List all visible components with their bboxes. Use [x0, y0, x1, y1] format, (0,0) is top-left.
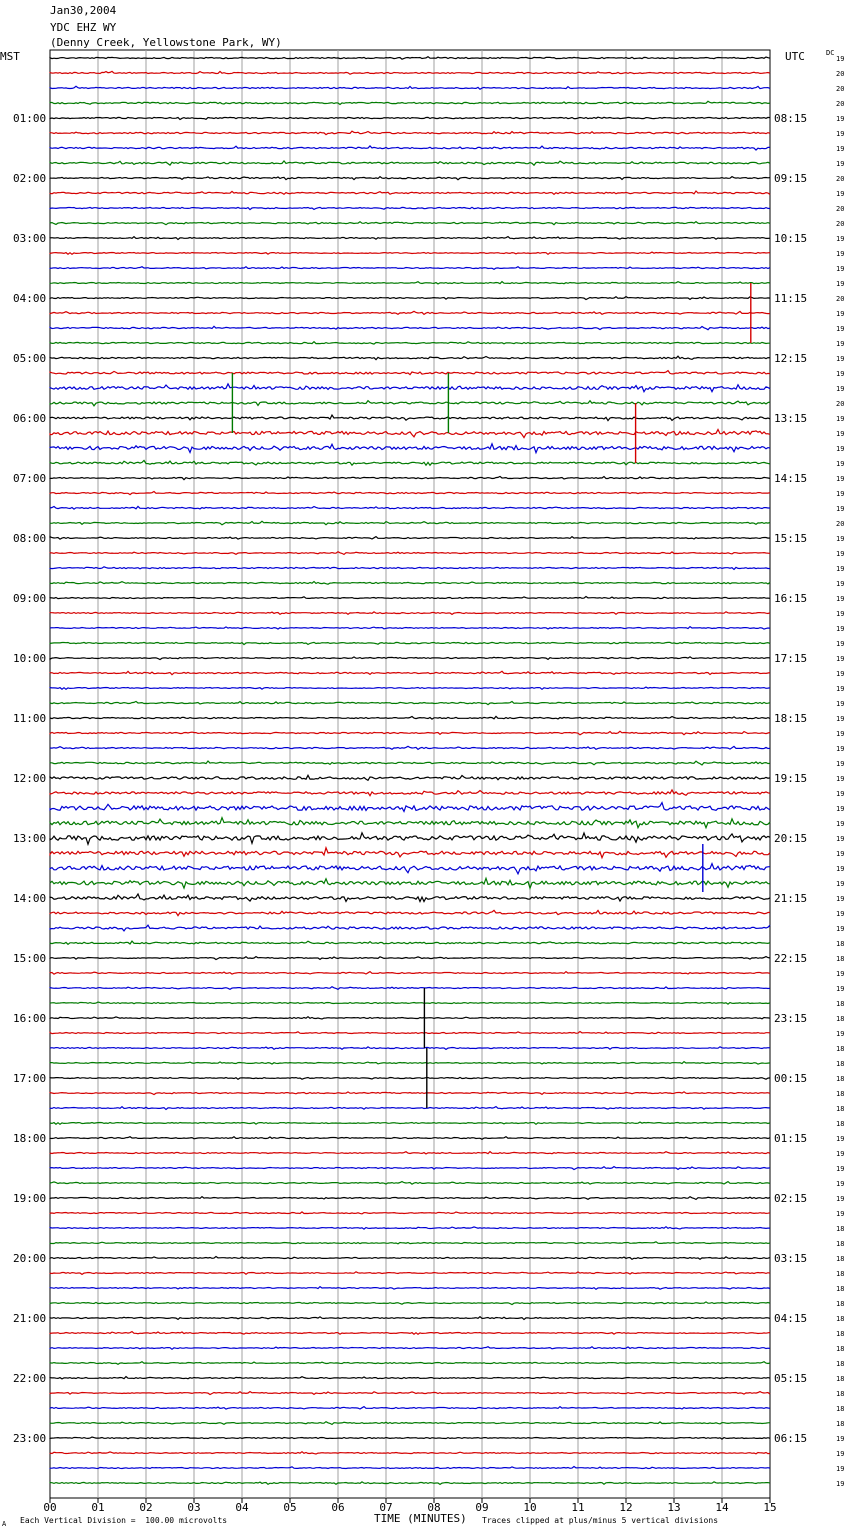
row-offset-label: 19	[836, 160, 845, 168]
trace-row	[50, 161, 770, 165]
trace-row	[50, 1407, 770, 1410]
trace-row	[50, 101, 770, 104]
trace-row	[50, 716, 770, 719]
row-offset-label: 19	[836, 475, 845, 483]
mst-hour-label: 05:00	[13, 352, 47, 365]
row-offset-label: 19	[836, 700, 845, 708]
row-offset-label: 19	[836, 865, 845, 873]
row-offset-label: 19	[836, 445, 845, 453]
utc-hour-label: 08:15	[774, 112, 808, 125]
mst-hour-label: 02:00	[13, 172, 47, 185]
utc-hour-label: 10:15	[774, 232, 808, 245]
row-offset-label: 19	[836, 1435, 845, 1443]
row-offset-label: 18	[836, 1285, 845, 1293]
utc-hour-label: 02:15	[774, 1192, 808, 1205]
trace-row	[50, 1107, 770, 1110]
row-offset-label: 19	[836, 265, 845, 273]
trace-row	[50, 1422, 770, 1425]
trace-row	[50, 1137, 770, 1140]
trace-row	[50, 803, 770, 812]
utc-hour-label: 16:15	[774, 592, 808, 605]
utc-hour-label: 23:15	[774, 1012, 808, 1025]
utc-hour-label: 15:15	[774, 532, 808, 545]
corner-mark: A	[2, 1520, 7, 1528]
row-offset-label: 19	[836, 340, 845, 348]
x-tick-label: 09	[475, 1501, 489, 1514]
row-offset-label: 19	[836, 775, 845, 783]
row-offset-label: 19	[836, 1180, 845, 1188]
row-offset-label: 19	[836, 880, 845, 888]
x-tick-label: 03	[187, 1501, 201, 1514]
x-tick-label: 02	[139, 1501, 153, 1514]
x-axis-label: TIME (MINUTES)	[374, 1512, 467, 1525]
row-offset-label: 18	[836, 1390, 845, 1398]
trace-row	[50, 1122, 770, 1124]
mst-hour-label: 18:00	[13, 1132, 47, 1145]
mst-hour-label: 21:00	[13, 1312, 47, 1325]
row-offset-label: 19	[836, 910, 845, 918]
trace-row	[50, 326, 770, 329]
row-offset-label: 19	[836, 460, 845, 468]
row-offset-label: 19	[836, 685, 845, 693]
mst-hour-label: 17:00	[13, 1072, 47, 1085]
trace-row	[50, 131, 770, 135]
x-tick-label: 04	[235, 1501, 249, 1514]
row-offset-label: 19	[836, 670, 845, 678]
row-offset-label: 19	[836, 985, 845, 993]
row-offset-label: 18	[836, 1420, 845, 1428]
row-offset-label: 19	[836, 415, 845, 423]
trace-row	[50, 1062, 770, 1065]
trace-row	[50, 1392, 770, 1395]
trace-row	[50, 642, 770, 644]
trace-row	[50, 1047, 770, 1050]
row-offset-label: 18	[836, 1105, 845, 1113]
row-offset-label: 18	[836, 1090, 845, 1098]
trace-row	[50, 910, 770, 915]
row-offset-label: 19	[836, 1195, 845, 1203]
mst-hour-label: 20:00	[13, 1252, 47, 1265]
trace-row	[50, 460, 770, 465]
trace-row	[50, 878, 770, 888]
row-offset-label: 20	[836, 520, 845, 528]
row-offset-label: 19	[836, 550, 845, 558]
row-offset-label: 19	[836, 385, 845, 393]
row-offset-label: 19	[836, 790, 845, 798]
utc-hour-label: 17:15	[774, 652, 808, 665]
trace-row	[50, 1347, 770, 1350]
row-offset-label: 19	[836, 490, 845, 498]
trace-row	[50, 987, 770, 990]
utc-hour-label: 14:15	[774, 472, 808, 485]
row-offset-label: 19	[836, 310, 845, 318]
row-offset-label: 19	[836, 325, 845, 333]
header-station: YDC EHZ WY	[50, 21, 117, 34]
trace-row	[50, 657, 770, 660]
trace-row	[50, 444, 770, 453]
trace-row	[50, 415, 770, 421]
trace-row	[50, 1197, 770, 1200]
utc-hour-label: 09:15	[774, 172, 808, 185]
row-offset-label: 19	[836, 730, 845, 738]
plot-frame	[50, 50, 770, 1498]
x-tick-label: 10	[523, 1501, 537, 1514]
row-offset-label: 19	[836, 970, 845, 978]
trace-row	[50, 833, 770, 844]
x-tick-label: 15	[763, 1501, 777, 1514]
mst-hour-label: 23:00	[13, 1432, 47, 1445]
trace-row	[50, 476, 770, 479]
row-offset-label: 19	[836, 1480, 845, 1488]
utc-hour-label: 03:15	[774, 1252, 808, 1265]
trace-row	[50, 222, 770, 225]
mst-hour-label: 10:00	[13, 652, 47, 665]
row-offset-label: 19	[836, 625, 845, 633]
trace-row	[50, 342, 770, 344]
row-offset-label: 20	[836, 220, 845, 228]
trace-row	[50, 384, 770, 392]
trace-row	[50, 1287, 770, 1290]
utc-hour-label: 01:15	[774, 1132, 808, 1145]
trace-row	[50, 1182, 770, 1185]
trace-row	[50, 701, 770, 704]
mst-hour-label: 07:00	[13, 472, 47, 485]
utc-hour-label: 18:15	[774, 712, 808, 725]
row-offset-label: 19	[836, 715, 845, 723]
trace-row	[50, 848, 770, 858]
trace-row	[50, 117, 770, 119]
dc-label: DC	[826, 49, 835, 57]
mst-hour-label: 14:00	[13, 892, 47, 905]
trace-row	[50, 864, 770, 874]
row-offset-label: 19	[836, 355, 845, 363]
row-offset-label: 20	[836, 175, 845, 183]
x-tick-label: 14	[715, 1501, 729, 1514]
utc-hour-label: 05:15	[774, 1372, 808, 1385]
x-tick-label: 00	[43, 1501, 57, 1514]
row-offset-label: 19	[836, 430, 845, 438]
row-offset-label: 19	[836, 1165, 845, 1173]
trace-row	[50, 57, 770, 60]
trace-row	[50, 177, 770, 180]
trace-row	[50, 1452, 770, 1454]
trace-row	[50, 86, 770, 89]
utc-hour-label: 22:15	[774, 952, 808, 965]
trace-row	[50, 582, 770, 585]
trace-row	[50, 207, 770, 209]
mst-hour-label: 09:00	[13, 592, 47, 605]
trace-row	[50, 761, 770, 765]
trace-row	[50, 356, 770, 359]
row-offset-label: 18	[836, 1255, 845, 1263]
mst-hour-label: 08:00	[13, 532, 47, 545]
trace-row	[50, 894, 770, 902]
row-offset-label: 19	[836, 1030, 845, 1038]
trace-row	[50, 1242, 770, 1244]
x-tick-label: 08	[427, 1501, 441, 1514]
row-offset-label: 19	[836, 1210, 845, 1218]
mst-hour-label: 16:00	[13, 1012, 47, 1025]
trace-row	[50, 1482, 770, 1485]
trace-row	[50, 492, 770, 495]
trace-row	[50, 71, 770, 74]
row-offset-label: 19	[836, 280, 845, 288]
utc-hour-label: 13:15	[774, 412, 808, 425]
x-tick-label: 05	[283, 1501, 297, 1514]
row-offset-label: 19	[836, 925, 845, 933]
row-offset-label: 19	[836, 370, 845, 378]
header-location: (Denny Creek, Yellowstone Park, WY)	[50, 36, 282, 49]
x-tick-label: 01	[91, 1501, 105, 1514]
trace-row	[50, 1032, 770, 1034]
utc-hour-label: 19:15	[774, 772, 808, 785]
row-offset-label: 18	[836, 1060, 845, 1068]
row-offset-label: 18	[836, 1240, 845, 1248]
clip-note: Traces clipped at plus/minus 5 vertical divisions	[482, 1516, 719, 1525]
trace-row	[50, 252, 770, 254]
utc-hour-label: 21:15	[774, 892, 808, 905]
row-offset-label: 18	[836, 1315, 845, 1323]
row-offset-label: 18	[836, 1015, 845, 1023]
row-offset-label: 19	[836, 130, 845, 138]
row-offset-label: 18	[836, 1045, 845, 1053]
row-offset-label: 19	[836, 835, 845, 843]
row-offset-label: 19	[836, 610, 845, 618]
trace-row	[50, 521, 770, 525]
row-offset-label: 18	[836, 1330, 845, 1338]
row-offset-label: 19	[836, 640, 845, 648]
x-tick-label: 11	[571, 1501, 585, 1514]
utc-hour-label: 04:15	[774, 1312, 808, 1325]
trace-row	[50, 687, 770, 689]
trace-row	[50, 597, 770, 599]
row-offset-label: 18	[836, 1405, 845, 1413]
utc-hour-label: 00:15	[774, 1072, 808, 1085]
row-offset-label: 19	[836, 145, 845, 153]
row-offset-label: 19	[836, 115, 845, 123]
trace-row	[50, 790, 770, 796]
trace-row	[50, 311, 770, 314]
trace-row	[50, 267, 770, 270]
x-tick-label: 13	[667, 1501, 681, 1514]
row-offset-label: 18	[836, 1120, 845, 1128]
row-offset-label: 19	[836, 235, 845, 243]
trace-row	[50, 401, 770, 406]
header-date: Jan30,2004	[50, 4, 117, 17]
row-offset-label: 19	[836, 655, 845, 663]
utc-hour-label: 11:15	[774, 292, 808, 305]
trace-row	[50, 237, 770, 240]
row-offset-label: 20	[836, 400, 845, 408]
row-offset-label: 19	[836, 580, 845, 588]
row-offset-label: 18	[836, 940, 845, 948]
row-offset-label: 19	[836, 595, 845, 603]
trace-row	[50, 671, 770, 674]
trace-row	[50, 1167, 770, 1170]
trace-row	[50, 506, 770, 509]
row-offset-label: 19	[836, 535, 845, 543]
utc-hour-label: 20:15	[774, 832, 808, 845]
row-offset-label: 19	[836, 1135, 845, 1143]
utc-hour-label: 06:15	[774, 1432, 808, 1445]
trace-row	[50, 297, 770, 300]
mst-hour-label: 04:00	[13, 292, 47, 305]
x-tick-label: 07	[379, 1501, 393, 1514]
trace-row	[50, 191, 770, 195]
row-offset-label: 19	[836, 760, 845, 768]
mst-hour-label: 13:00	[13, 832, 47, 845]
mst-hour-label: 15:00	[13, 952, 47, 965]
mst-hour-label: 11:00	[13, 712, 47, 725]
trace-row	[50, 1227, 770, 1229]
trace-row	[50, 627, 770, 630]
trace-row	[50, 1272, 770, 1275]
trace-row	[50, 818, 770, 828]
row-offset-label: 20	[836, 205, 845, 213]
row-offset-label: 18	[836, 1075, 845, 1083]
utc-label: UTC	[785, 50, 805, 63]
x-tick-label: 06	[331, 1501, 345, 1514]
mst-hour-label: 12:00	[13, 772, 47, 785]
row-offset-label: 20	[836, 100, 845, 108]
mst-hour-label: 22:00	[13, 1372, 47, 1385]
mst-label: MST	[0, 50, 20, 63]
row-offset-label: 18	[836, 1360, 845, 1368]
row-offset-label: 19	[836, 805, 845, 813]
trace-row	[50, 567, 770, 570]
trace-row	[50, 1302, 770, 1305]
x-tick-label: 12	[619, 1501, 633, 1514]
row-offset-label: 18	[836, 1270, 845, 1278]
trace-row	[50, 371, 770, 375]
trace-row	[50, 612, 770, 615]
row-offset-label: 19	[836, 55, 845, 63]
trace-row	[50, 731, 770, 735]
row-offset-label: 20	[836, 85, 845, 93]
row-offset-label: 18	[836, 1000, 845, 1008]
row-offset-label: 18	[836, 1375, 845, 1383]
mst-hour-label: 01:00	[13, 112, 47, 125]
row-offset-label: 20	[836, 295, 845, 303]
trace-row	[50, 1317, 770, 1320]
mst-hour-label: 06:00	[13, 412, 47, 425]
row-offset-label: 18	[836, 1300, 845, 1308]
trace-row	[50, 1377, 770, 1379]
trace-row	[50, 1212, 770, 1214]
row-offset-label: 19	[836, 850, 845, 858]
trace-row	[50, 430, 770, 438]
mst-hour-label: 03:00	[13, 232, 47, 245]
trace-row	[50, 1092, 770, 1095]
row-offset-label: 18	[836, 1225, 845, 1233]
trace-row	[50, 146, 770, 150]
trace-row	[50, 941, 770, 944]
row-offset-label: 19	[836, 1150, 845, 1158]
trace-row	[50, 1332, 770, 1335]
trace-row	[50, 1467, 770, 1469]
trace-row	[50, 1077, 770, 1079]
row-offset-label: 19	[836, 1450, 845, 1458]
trace-row	[50, 972, 770, 975]
row-offset-label: 19	[836, 745, 845, 753]
trace-row	[50, 1437, 770, 1439]
mst-hour-label: 19:00	[13, 1192, 47, 1205]
trace-row	[50, 537, 770, 540]
trace-row	[50, 1017, 770, 1019]
utc-hour-label: 12:15	[774, 352, 808, 365]
trace-row	[50, 1152, 770, 1154]
row-offset-label: 18	[836, 955, 845, 963]
row-offset-label: 19	[836, 895, 845, 903]
row-offset-label: 19	[836, 1465, 845, 1473]
trace-row	[50, 746, 770, 749]
trace-row	[50, 1257, 770, 1260]
row-offset-label: 19	[836, 250, 845, 258]
scale-note: Each Vertical Division = 100.00 microvolts	[20, 1516, 228, 1525]
trace-row	[50, 552, 770, 555]
trace-row	[50, 1002, 770, 1004]
row-offset-label: 20	[836, 70, 845, 78]
row-offset-label: 19	[836, 505, 845, 513]
row-offset-label: 19	[836, 190, 845, 198]
row-offset-label: 19	[836, 820, 845, 828]
trace-row	[50, 775, 770, 780]
trace-row	[50, 957, 770, 960]
row-offset-label: 18	[836, 1345, 845, 1353]
row-offset-label: 19	[836, 565, 845, 573]
trace-row	[50, 925, 770, 931]
trace-row	[50, 1362, 770, 1365]
trace-row	[50, 282, 770, 284]
